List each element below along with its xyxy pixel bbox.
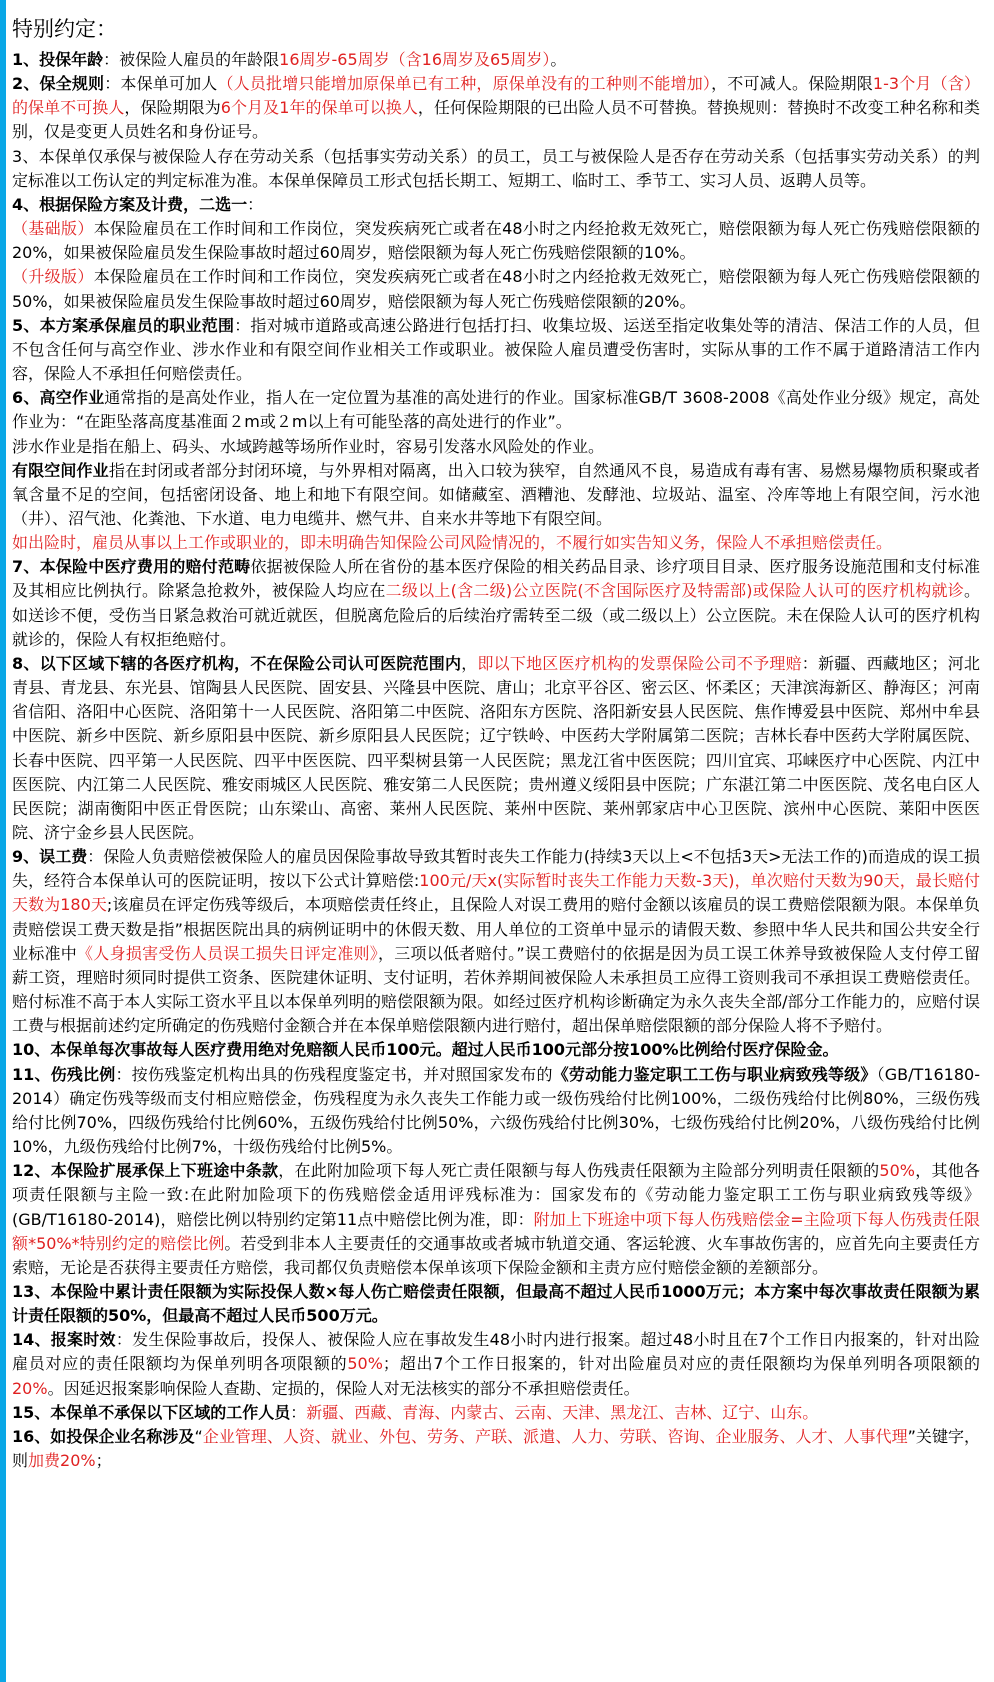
clause-p1 xyxy=(12,48,980,72)
clause-text: 。如送诊不便，受伤当日紧急救治可就近就医，但脱离危险后的后续治疗需转至二级（或二级以上）公立医院。未在保险人认可的医疗机构就诊的，保险人有权拒绝赔付。 xyxy=(12,581,980,649)
page-title-text: 特别约定 xyxy=(12,17,96,41)
clause-text: 指在封闭或者部分封闭环境，与外界相对隔离，出入口较为狭窄，自然通风不良，易造成有毒有害、易燃易爆物质积聚或者氧含量不足的空间，包括密闭设备、地上和地下有限空间。如储藏室、酒糟池、发酵池、垃圾站、温室、冷库等地上有限空间，污水池（井）、沼气池、化粪池、下水道、电力电缆井、燃气井、自来水井等地下有限空间。 xyxy=(12,460,980,528)
highlight-text: 6个月及1年的保单可以换人 xyxy=(220,98,418,118)
left-accent-bar xyxy=(0,0,6,1682)
clause-text: 。若受到非本人主要责任的交通事故或者城市轨道交通、客运轮渡、火车事故伤害的，应首先向主要责任方索赔，无论是否获得主要责任方赔偿，我司都仅负责赔偿本保单该项下保险金额和主责方应付赔偿金额的差额部分。 xyxy=(12,1233,980,1277)
clause-text: ，不可减人。保险期限 xyxy=(711,74,873,94)
clause-text: ， xyxy=(461,653,478,673)
highlight-text: 加费20% xyxy=(28,1451,96,1471)
clause-text: ;该雇员在评定伤残等级后，本项赔偿责任终止，且保险人对误工费用的赔付金额以该雇员的误工费赔偿限额为限。本保单负责赔偿误工费天数是指”根据医院出具的病例证明中的休假天数、用人单位的工资单中显示的请假天数、参照中华人民共和国公共安全行业标准中 xyxy=(12,895,980,963)
highlight-text: 即以下地区医疗机构的发票保险公司不予理赔 xyxy=(477,653,802,673)
clause-p9 xyxy=(12,845,980,1038)
clause-text: 。 xyxy=(550,50,567,69)
highlight-text: 16周岁-65周岁（含16周岁及65周岁） xyxy=(279,50,551,69)
clause-p15 xyxy=(12,1401,980,1425)
clause-text: ： xyxy=(290,1402,307,1422)
highlight-text: （基础版） xyxy=(12,219,94,239)
clause-heading: 1、投保年龄 xyxy=(12,50,104,69)
highlight-text: 企业管理、人资、就业、外包、劳务、产联、派遣、人力、劳联、咨询、企业服务、人才、人事代理 xyxy=(202,1426,908,1446)
highlight-text: 1-3个月（含）的保单不可换人 xyxy=(12,74,980,118)
clause-text: 本保险雇员在工作时间和工作岗位，突发疾病死亡或者在48小时之内经抢救无效死亡，赔偿限额为每人死亡伤残赔偿限额的20%，如果被保险雇员发生保险事故时超过60周岁，赔偿限额为每人死亡伤残赔偿限额的10%。 xyxy=(12,219,980,263)
clause-p10 xyxy=(12,1038,980,1062)
clause-p6b xyxy=(12,459,980,531)
clause-p4b xyxy=(12,265,980,313)
clause-text: ： xyxy=(247,194,264,214)
document-body xyxy=(12,14,980,1473)
clause-text: （GB/T16180-2014）确定伤残等级而支付相应赔偿金，伤残程度为永久丧失工作能力或一级伤残给付比例100%，二级伤残给付比例80%，三级伤残给付比例70%，四级伤残给付比例60%，五级伤残给付比例50%，六级伤残给付比例30%，七级伤残给付比例20%，八级伤残给付比例10%，九级伤残给付比例7%，十级伤残给付比例5%。 xyxy=(12,1064,980,1157)
clause-text: ，在此附加险项下每人死亡责任限额与每人伤残责任限额为主险部分列明责任限额的 xyxy=(278,1161,880,1181)
clause-text: ：被保险人雇员的年龄限 xyxy=(103,50,280,69)
clause-heading: 5、本方案承保雇员的职业范围 xyxy=(12,315,235,335)
clause-heading: 9、误工费 xyxy=(12,847,88,867)
clause-heading: 15、本保单不承保以下区域的工作人员 xyxy=(12,1402,291,1422)
clause-text: ：本保单可加人 xyxy=(104,74,218,94)
clause-p12 xyxy=(12,1159,980,1280)
clause-heading: 14、报案时效 xyxy=(12,1330,116,1350)
clause-list xyxy=(12,48,980,1473)
clause-p6a xyxy=(12,435,980,459)
highlight-text: 20% xyxy=(12,1378,48,1398)
clause-heading: 4、根据保险方案及计费，二选一 xyxy=(12,194,248,214)
highlight-text: 50% xyxy=(879,1161,915,1181)
clause-p8 xyxy=(12,652,980,845)
clause-text: 3、本保单仅承保与被保险人存在劳动关系（包括事实劳动关系）的员工，员工与被保险人是否存在劳动关系（包括事实劳动关系）的判定标准以工伤认定的判定标准为准。本保单保障员工形式包括长期工、短期工、临时工、季节工、实习人员、返聘人员等。 xyxy=(12,146,980,190)
highlight-text: 新疆、西藏、青海、内蒙古、云南、天津、黑龙江、吉林、辽宁、山东。 xyxy=(306,1402,819,1422)
highlight-text: 《人身损害受伤人员误工损失日评定准则》 xyxy=(77,943,379,963)
clause-heading: 16、如投保企业名称涉及 xyxy=(12,1426,195,1446)
clause-p13 xyxy=(12,1280,980,1328)
clause-heading: 《劳动能力鉴定职工工伤与职业病致残等级》 xyxy=(552,1064,877,1084)
clause-heading: 8、以下区域下辖的各医疗机构，不在保险公司认可医院范围内 xyxy=(12,653,462,673)
highlight-text: 100元/天x(实际暂时丧失工作能力天数-3天)，单次赔付天数为90天，最长赔付天数为180天 xyxy=(12,871,980,915)
clause-heading: 13、本保险中累计责任限额为实际投保人数×每人伤亡赔偿责任限额，但最高不超过人民币1000万元；本方案中每次事故责任限额为累计责任限额的50%，但最高不超过人民币500万元。 xyxy=(12,1281,980,1326)
clause-text: 依据被保险人所在省份的基本医疗保险的相关药品目录、诊疗项目目录、医疗服务设施范围和支付标准及其相应比例执行。除紧急抢救外，被保险人均应在 xyxy=(12,557,980,601)
clause-p3 xyxy=(12,145,980,193)
clause-heading: 12、本保险扩展承保上下班途中条款 xyxy=(12,1161,279,1181)
highlight-text: （升级版） xyxy=(12,267,94,287)
clause-p4 xyxy=(12,193,980,217)
clause-heading: 11、伤残比例 xyxy=(12,1064,116,1084)
highlight-text: （人员批增只能增加原保单已有工种，原保单没有的工种则不能增加） xyxy=(217,74,712,94)
clause-p7 xyxy=(12,555,980,652)
clause-text: ，保险期限为 xyxy=(124,98,221,118)
highlight-text: 50% xyxy=(347,1354,383,1374)
clause-text: ：指对城市道路或高速公路进行包括打扫、收集垃圾、运送至指定收集处等的清洁、保洁工作的人员，但不包含任何与高空作业、涉水作业和有限空间作业相关工作或职业。被保险人雇员遭受伤害时，实际从事的工作不属于道路清洁工作内容，保险人不承担任何赔偿责任。 xyxy=(12,315,980,384)
clause-p6c xyxy=(12,531,980,555)
clause-text: ，其他各项责任限额与主险一致:在此附加险项下的伤残赔偿金适用评残标准为：国家发布的《劳动能力鉴定职工工伤与职业病致残等级》(GB/T16180-2014)，赔偿比例以特别约定第11点中赔偿比例为准，即： xyxy=(12,1161,980,1229)
clause-text: 。因延迟报案影响保险人查勘、定损的，保险人对无法核实的部分不承担赔偿责任。 xyxy=(47,1378,640,1398)
clause-text: ，三项以低者赔付。”误工费赔付的依据是因为员工误工休养导致被保险人支付停工留薪工资，理赔时须同时提供工资条、医院建休证明、支付证明，若休养期间被保险人未承担员工应得工资则我司不承担误工费赔偿责任。赔付标准不高于本人实际工资水平且以本保单列明的赔偿限额为限。如经过医疗机构诊断确定为永久丧失全部/部分工作能力的，应赔付误工费与根据前述约定所确定的伤残赔付金额合并在本保单赔偿限额内进行赔付，超出保单赔偿限额的部分保险人将不予赔付。 xyxy=(12,943,980,1036)
clause-heading: 7、本保险中医疗费用的赔付范畴 xyxy=(12,557,251,577)
clause-heading: 2、保全规则 xyxy=(12,74,105,94)
clause-text: “ xyxy=(194,1426,203,1446)
clause-text: 本保险雇员在工作时间和工作岗位，突发疾病死亡或者在48小时之内经抢救无效死亡，赔偿限额为每人死亡伤残赔偿限额的50%，如果被保险雇员发生保险事故时超过60周岁，赔偿限额为每人死亡伤残赔偿限额的20%。 xyxy=(12,267,980,311)
clause-text: ：新疆、西藏地区；河北青县、青龙县、东光县、馆陶县人民医院、固安县、兴隆县中医院、唐山；北京平谷区、密云区、怀柔区；天津滨海新区、静海区；河南省信阳、洛阳中心医院、洛阳第十一人民医院、洛阳第二中医院、洛阳东方医院、洛阳新安县人民医院、焦作博爱县中医院、郑州中牟县中医院、新乡中医院、新乡原阳县中医院、新乡原阳县人民医院；辽宁铁岭、中医药大学附属第二医院；吉林长春中医药大学附属医院、长春中医院、四平第一人民医院、四平中医医院、四平梨树县第一人民医院；黑龙江省中医医院；四川宜宾、邛崃医疗中心医院、内江中医医院、内江第二人民医院、雅安雨城区人民医院、雅安第二人民医院；贵州遵义绥阳县中医院；广东湛江第二中医医院、茂名电白区人民医院；湖南衡阳中医正骨医院；山东梁山、高密、莱州人民医院、莱州中医院、莱州郭家店中心卫医院、滨州中心医院、莱阳中医医院、济宁金乡县人民医院。 xyxy=(12,653,980,842)
clause-p16 xyxy=(12,1425,980,1473)
highlight-text: 如出险时，雇员从事以上工作或职业的，即未明确告知保险公司风险情况的，不履行如实告知义务，保险人不承担赔偿责任。 xyxy=(12,533,893,553)
page-title xyxy=(12,14,980,44)
clause-text: ； xyxy=(95,1451,112,1471)
clause-heading: 有限空间作业 xyxy=(12,460,109,480)
page-title-colon: ： xyxy=(96,17,117,41)
clause-heading: 10、本保单每次事故每人医疗费用绝对免赔额人民币100元。超过人民币100元部分按100%比例给付医疗保险金。 xyxy=(12,1040,839,1060)
clause-p6 xyxy=(12,386,980,434)
clause-text: ：发生保险事故后，投保人、被保险人应在事故发生48小时内进行报案。超过48小时且在7个工作日内报案的，针对出险雇员对应的责任限额均为保单列明各项限额的 xyxy=(12,1330,980,1374)
highlight-text: 附加上下班途中项下每人伤残赔偿金=主险项下每人伤残责任限额*50%*特别约定的赔偿比例 xyxy=(12,1209,980,1253)
clause-text: ：按伤残鉴定机构出具的伤残程度鉴定书，并对照国家发布的 xyxy=(115,1064,553,1084)
clause-text: 通常指的是高处作业，指人在一定位置为基准的高处进行的作业。国家标准GB/T 3608-2008《高处作业分级》规定，高处作业为：“在距坠落高度基准面２m或２m以上有可能坠落的高处进行的作业”。 xyxy=(12,388,981,432)
clause-text: ”关键字，则 xyxy=(12,1426,980,1471)
clause-p4a xyxy=(12,217,980,265)
clause-heading: 6、高空作业 xyxy=(12,388,105,408)
clause-p5 xyxy=(12,314,980,386)
clause-p14 xyxy=(12,1328,980,1400)
clause-text: ：保险人负责赔偿被保险人的雇员因保险事故导致其暂时丧失工作能力(持续3天以上<不包括3天>无法工作的)而造成的误工损失，经符合本保单认可的医院证明，按以下公式计算赔偿: xyxy=(12,847,980,891)
clause-text: ，任何保险期限的已出险人员不可替换。替换规则：替换时不改变工种名称和类别，仅是变更人员姓名和身份证号。 xyxy=(12,98,980,142)
highlight-text: 二级以上(含二级)公立医院(不含国际医疗及特需部)或保险人认可的医疗机构就诊 xyxy=(385,581,964,601)
clause-p11 xyxy=(12,1063,980,1160)
clause-text: 涉水作业是指在船上、码头、水域跨越等场所作业时，容易引发落水风险处的作业。 xyxy=(12,436,605,456)
clause-text: ；超出7个工作日报案的，针对出险雇员对应的责任限额均为保单列明各项限额的 xyxy=(382,1354,980,1374)
clause-p2 xyxy=(12,72,980,144)
